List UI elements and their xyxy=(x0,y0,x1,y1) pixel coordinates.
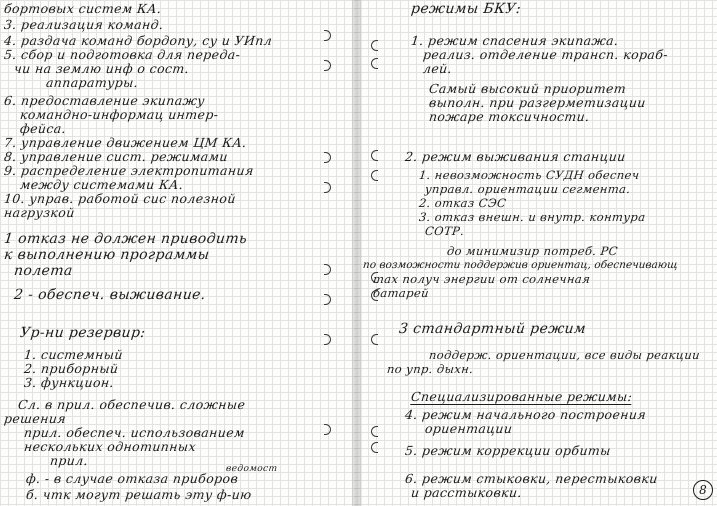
binder-ring xyxy=(324,152,331,163)
text-line: ориентации xyxy=(424,421,514,436)
right-page xyxy=(363,0,717,506)
text-line: поддерж. ориентации, все виды реакции xyxy=(428,348,701,362)
text-line: по возможности поддержив ориентац, обеспечивающ xyxy=(362,259,679,271)
text-line: 2. режим выживания станции xyxy=(404,149,627,164)
text-line: полета xyxy=(13,263,74,279)
section-heading: режимы БКУ: xyxy=(410,1,522,17)
section-heading: Специализированные режимы: xyxy=(410,389,634,404)
text-line: к выполнению программы xyxy=(3,247,211,263)
text-line: 3 стандартный режим xyxy=(398,321,587,337)
text-line: реализ. отделение трансп. кораб- xyxy=(422,47,669,62)
binder-ring xyxy=(324,182,331,193)
binder-ring xyxy=(324,294,331,305)
binder-ring xyxy=(371,442,378,453)
text-line: б. чтк могут решать эту ф-ию xyxy=(25,487,253,502)
text-line: 2. отказ СЭС xyxy=(418,196,508,210)
text-line: прил. xyxy=(49,453,89,468)
notebook-gutter xyxy=(352,0,362,506)
text-line: между системами КА. xyxy=(19,177,185,192)
text-line: 2 - обеспеч. выживание. xyxy=(13,287,207,303)
text-line: ф. - в случае отказа приборов xyxy=(25,471,240,486)
binder-ring xyxy=(371,426,378,437)
text-line: управл. ориентации сегмента. xyxy=(424,182,632,196)
page-number: 8 xyxy=(693,480,713,500)
text-line: нагрузкой xyxy=(3,205,76,220)
text-line: 3. реализация команд. xyxy=(3,17,165,32)
text-line: командно-информац интер- xyxy=(19,107,220,122)
text-line: 2. приборный xyxy=(23,361,120,376)
text-line: Сл. в прил. обеспечив. сложные xyxy=(17,397,247,412)
text-line: 6. предоставление экипажу xyxy=(3,93,206,108)
text-line: выполн. при разгерметизации xyxy=(428,95,647,110)
text-line: прил. обеспеч. использованием xyxy=(23,425,246,440)
binder-ring xyxy=(371,40,378,51)
text-line: 3. отказ внешн. и внутр. контура xyxy=(418,210,647,224)
text-line: 1. невозможность СУДН обеспеч xyxy=(418,168,641,182)
binder-ring xyxy=(324,424,331,435)
text-line: и расстыковки. xyxy=(410,485,523,500)
text-line: 3. функцион. xyxy=(23,375,115,390)
binder-ring xyxy=(324,264,331,275)
binder-ring xyxy=(324,334,331,345)
text-line: до минимизир потреб. РС xyxy=(446,244,619,258)
text-line: 1 отказ не должен приводить xyxy=(3,231,248,247)
binder-ring xyxy=(324,30,331,41)
text-line: 6. режим стыковки, перестыковки xyxy=(404,471,659,486)
text-line: 1. системный xyxy=(23,347,124,362)
text-line: чи на землю инф о сост. xyxy=(13,61,190,76)
text-line: 4. режим начального построения xyxy=(404,407,647,422)
text-line: фейса. xyxy=(19,121,67,136)
text-line: Самый высокий приоритет xyxy=(428,81,627,96)
text-line: 7. управление движением ЦМ КА. xyxy=(3,135,248,150)
text-line: пожаре токсичности. xyxy=(428,109,591,124)
text-line: 5. режим коррекции орбиты xyxy=(404,443,612,458)
text-line: 8. управление сист. режимами xyxy=(3,149,229,164)
binder-ring xyxy=(371,334,378,345)
text-line: Ур-ни резервир: xyxy=(19,325,147,341)
text-line: решения xyxy=(3,411,67,426)
text-line: аппаратуры. xyxy=(45,75,139,90)
binder-ring xyxy=(371,58,378,69)
binder-ring xyxy=(324,60,331,71)
text-line: 10. управ. работой сис полезной xyxy=(3,191,237,206)
text-line: 5. сбор и подготовка для переда- xyxy=(3,47,242,62)
text-line: 1. режим спасения экипажа. xyxy=(410,33,620,48)
text-line: 9. распределение электропитания xyxy=(3,163,255,178)
binder-ring xyxy=(371,150,378,161)
text-line: лей. xyxy=(422,61,453,76)
text-line: батарей xyxy=(372,286,430,300)
text-line: max получ энергии от солнечная xyxy=(372,272,591,286)
text-line: по упр. дыхн. xyxy=(386,362,475,376)
text-line: бортовых систем КА. xyxy=(3,1,163,16)
binder-ring xyxy=(371,170,378,181)
annotation: ведомост xyxy=(225,464,278,474)
text-line: СОТР. xyxy=(424,224,466,238)
left-page xyxy=(0,0,350,506)
text-line: 4. раздача команд бордопу, су и УИпл xyxy=(3,33,273,48)
text-line: нескольких однотипных xyxy=(23,439,197,454)
